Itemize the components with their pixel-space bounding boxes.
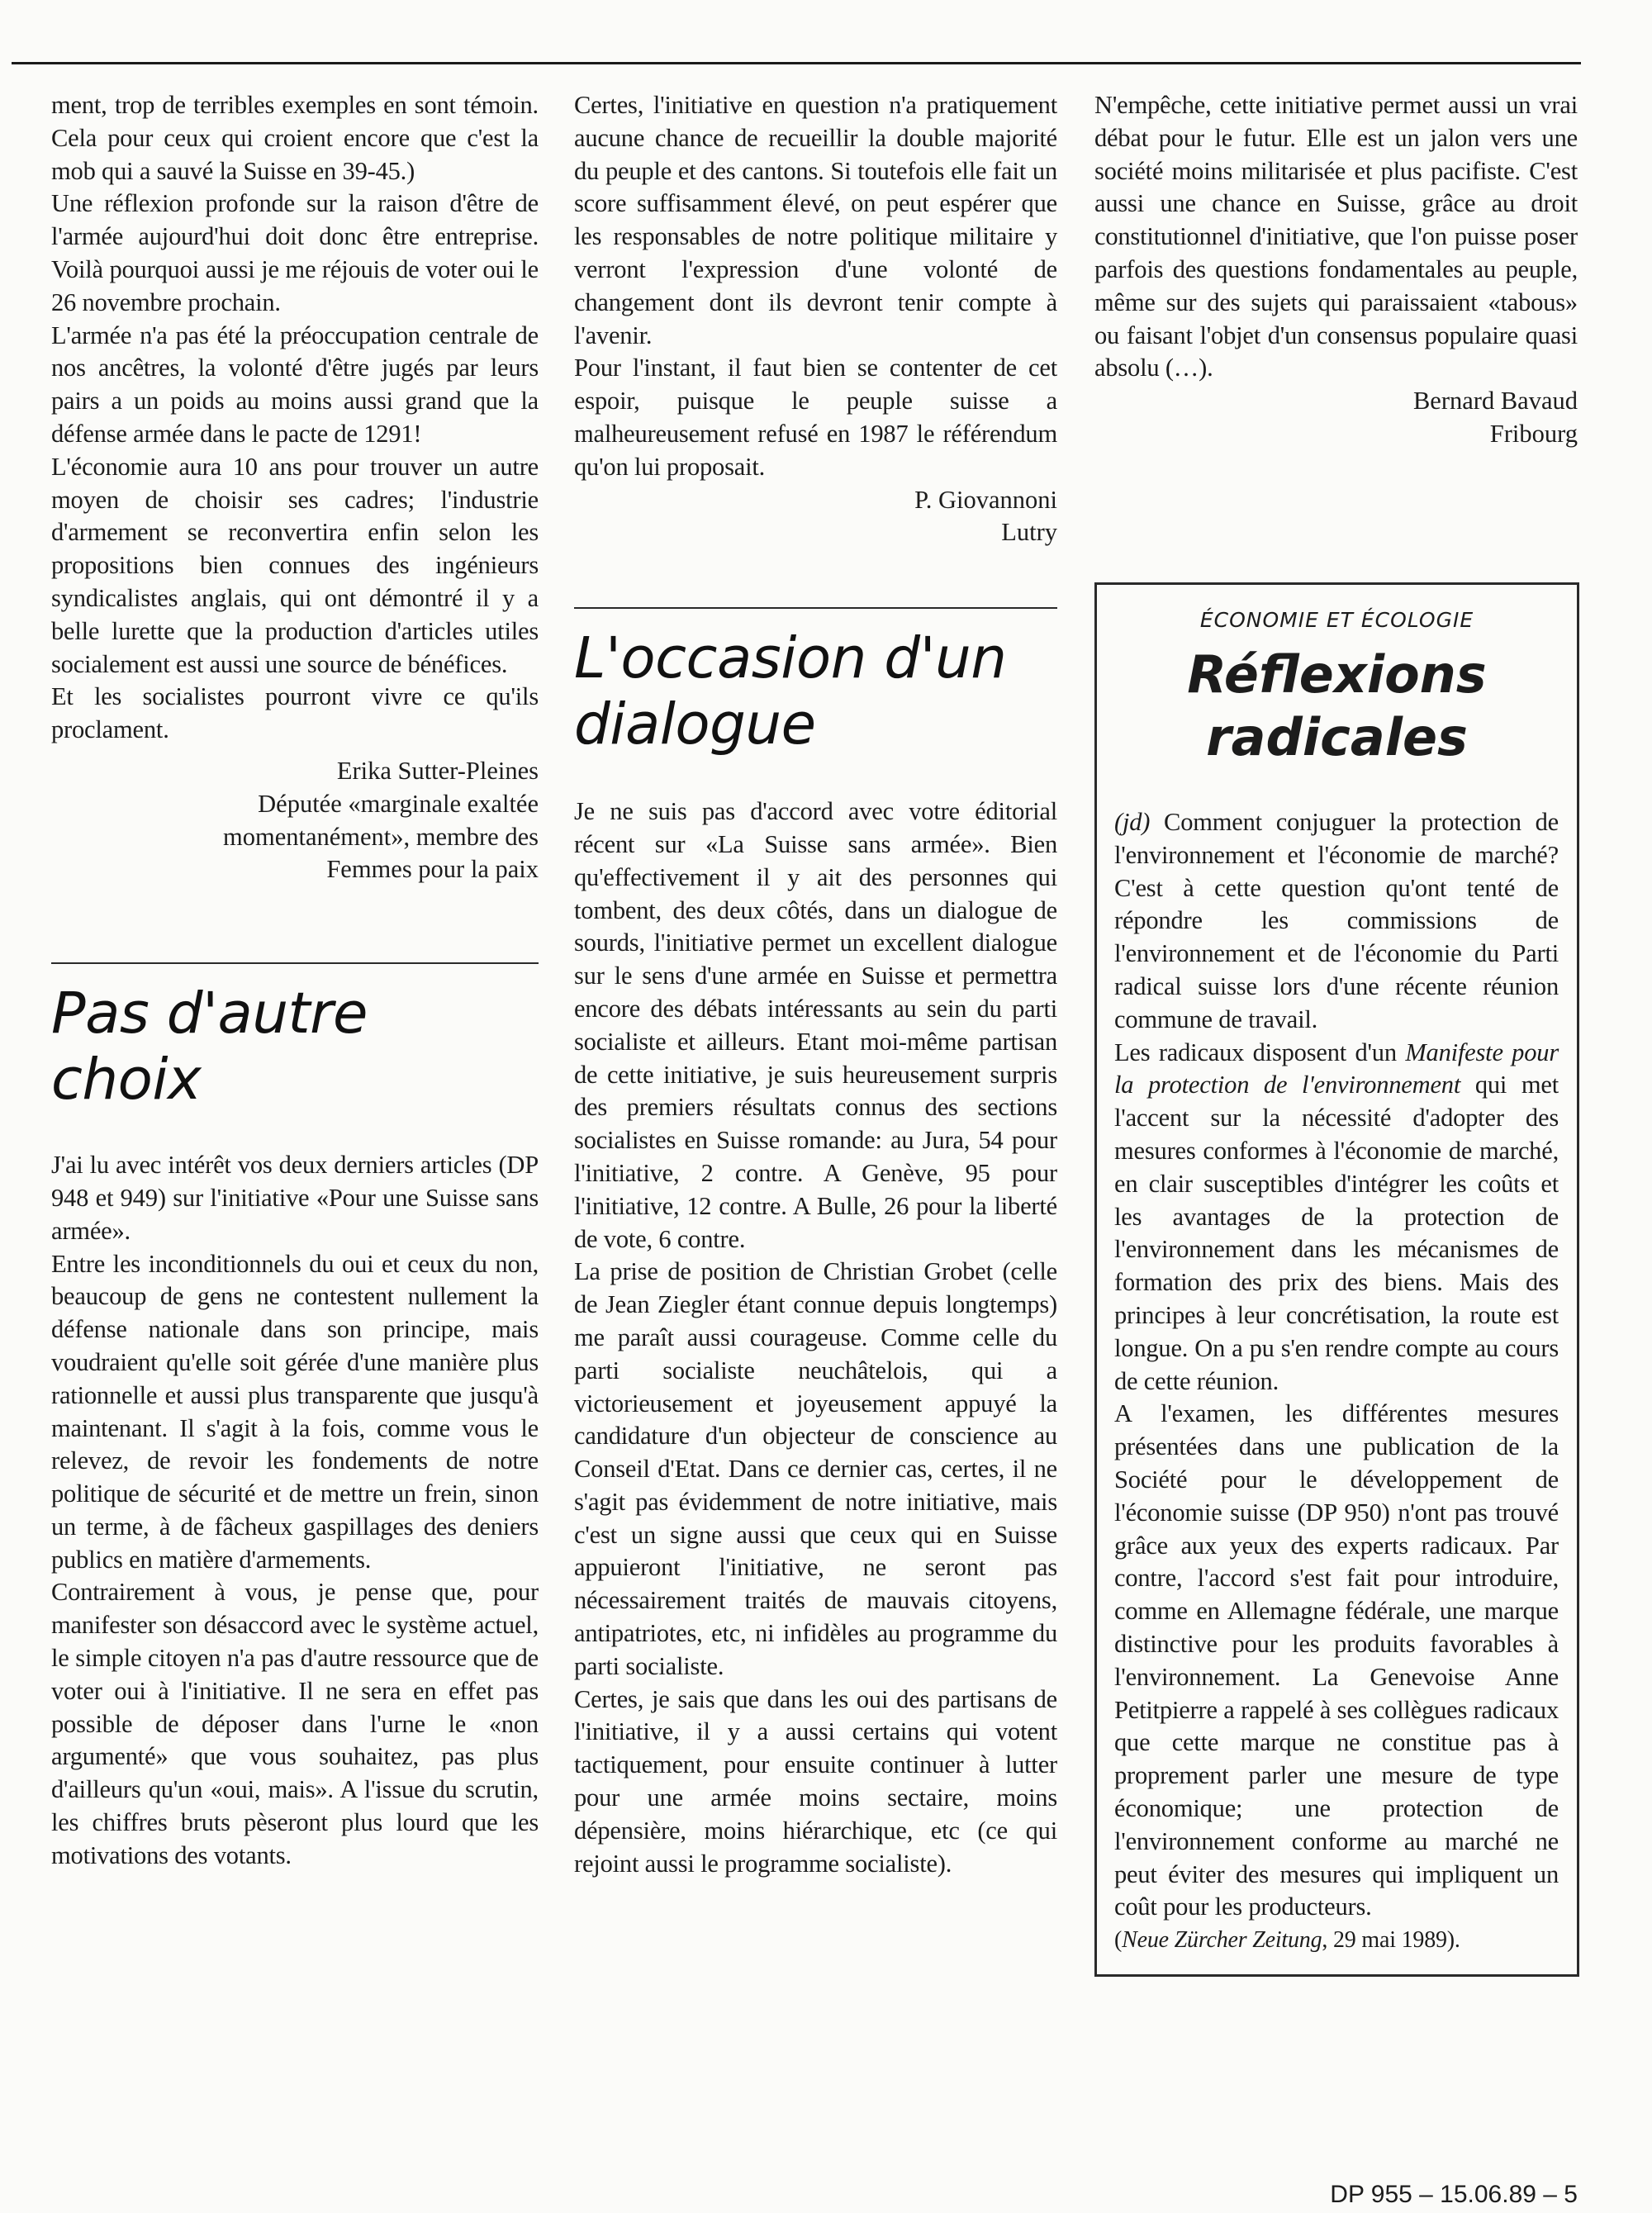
letter-continuation-c xyxy=(1094,89,1578,385)
headline-pas-d-autre-choix: Pas d'autre choix xyxy=(51,981,368,1114)
top-rule xyxy=(12,62,1581,64)
paragraph: J'ai lu avec intérêt vos deux derniers articles (DP 948 et 949) sur l'initiative «Pour une Suisse sans armée». xyxy=(51,1151,539,1245)
author-initials: (jd) xyxy=(1114,808,1151,836)
paragraph-text: Les radicaux disposent d'un xyxy=(1114,1038,1406,1066)
box-body xyxy=(1114,806,1559,1957)
letter-continuation-b xyxy=(574,89,1057,484)
paragraph: ment, trop de terribles exemples en sont témoin. Cela pour ceux qui croient encore que c'est la mob qui a sauvé la Suisse en 39-45.) xyxy=(51,91,539,185)
paragraph: L'armée n'a pas été la préoccupation centrale de nos ancêtres, la volonté d'être jugés par leurs pairs a un poids au moins aussi grand que la défense armée dans le pacte de 1291! xyxy=(51,321,539,448)
letter-continuation-a xyxy=(51,89,539,747)
paragraph: Je ne suis pas d'accord avec votre éditorial récent sur «La Suisse sans armée». Bien qu'effectivement il y ait des personnes qui tombent, des deux côtés, dans un dialogue de sourds, l'initiative permet un excellent dialogue sur le sens d'une armée en Suisse et permettra encore des débats intéressants au sein du parti socialiste et ailleurs. Etant moi-même partisan de cette initiative, je suis heureusement surpris des premiers résultats connus des sections socialistes en Suisse romande: au Jura, 54 pour l'initiative, 2 contre. A Genève, 95 pour l'initiative, 12 contre. A Bulle, 26 pour la liberté de vote, 6 contre. xyxy=(574,797,1057,1253)
column-middle xyxy=(574,89,1057,1880)
box-title xyxy=(1097,643,1577,769)
signature-line: Lutry xyxy=(1001,518,1057,547)
paragraph: Pour l'instant, il faut bien se contenter de cet espoir, puisque le peuple suisse a malheureusement refusé en 1987 le référendum qu'on lui proposait. xyxy=(574,354,1057,481)
source-name: Neue Zürcher Zeitung xyxy=(1122,1927,1322,1954)
column-left xyxy=(51,89,539,1873)
paragraph: Certes, l'initiative en question n'a pratiquement aucune chance de recueillir la double majorité du peuple et des cantons. Si toutefois elle fait un score suffisamment élevé, on peut espérer que les responsables de notre politique militaire y verront l'expression d'une volonté de changement dont ils devront tenir compte à l'avenir. xyxy=(574,91,1057,349)
paragraph: Et les socialistes pourront vivre ce qu'ils proclament. xyxy=(51,682,539,744)
paragraph: Entre les inconditionnels du oui et ceux du non, beaucoup de gens ne contestent nullement la défense nationale dans son principe, mais voudraient qu'elle soit gérée d'une manière plus rationnelle et aussi plus transparente que jusqu'à maintenant. Il s'agit à la fois, comme vous le relevez, de revoir les fondements de notre politique de sécurité et de mettre un frein, sinon un terme, à de fâcheux gaspillages des deniers publics en matière d'armements. xyxy=(51,1249,539,1574)
box-kicker: ÉCONOMIE ET ÉCOLOGIE xyxy=(1199,608,1474,632)
source-date: , 29 mai 1989). xyxy=(1322,1927,1460,1954)
paragraph-text: Comment conjuguer la protection de l'environnement et l'économie de marché? C'est à cette question qu'ont tenté de répondre les commissions de l'environnement et de l'économie du Parti radical suisse lors d'une récente réunion commune de travail. xyxy=(1114,808,1559,1033)
signature-sutter-pleines xyxy=(51,755,539,886)
paragraph: A l'examen, les différentes mesures présentées dans une publication de la Société pour le développement de l'économie suisse (DP 950) n'ont pas trouvé grâce aux yeux des experts radicaux. Par contre, l'accord s'est fait pour introduire, comme en Allemagne fédérale, une marque distinctive pour les produits favorables à l'environnement. La Genevoise Anne Petitpierre a rappelé à ses collègues radicaux que cette marque ne constitue pas à proprement parler une mesure de type économique; une protection de l'environnement conforme au marché ne peut éviter des mesures qui impliquent un coût pour les producteurs. xyxy=(1114,1399,1559,1921)
letter-occasion-dialogue xyxy=(574,795,1057,1880)
section-divider xyxy=(51,962,539,964)
paragraph: La prise de position de Christian Grobet (celle de Jean Ziegler étant connue depuis longtemps) me paraît aussi courageuse. Comme celle du parti socialiste neuchâtelois, qui a victorieusement et joyeusement appuyé la candidature d'un objecteur de conscience au Conseil d'Etat. Dans ce dernier cas, certes, il ne s'agit pas évidemment de notre initiative, mais c'est un signe aussi que ceux qui en Suisse appuieront l'initiative, ne seront pas nécessairement traités de mauvais citoyens, antipatriotes, etc, ni infidèles au programme du parti socialiste. xyxy=(574,1257,1057,1680)
box-title-line: radicales xyxy=(1206,707,1468,767)
box-title-line: Réflexions xyxy=(1187,644,1487,705)
signature-giovannoni xyxy=(574,484,1057,550)
signature-line: momentanément», membre des xyxy=(223,822,539,851)
paragraph: Certes, je sais que dans les oui des partisans de l'initiative, il y a aussi certains qui votent tactiquement, pour ensuite continuer à lutter pour une armée moins sectaire, moins dépensière, moins hiérarchique, etc (ce qui rejoint aussi le programme socialiste). xyxy=(574,1684,1057,1878)
manifesto-title: Manifeste pour la protection de l'environnement xyxy=(1114,1038,1559,1099)
signature-line: Bernard Bavaud xyxy=(1412,387,1578,416)
paragraph: Contrairement à vous, je pense que, pour manifester son désaccord avec le système actuel, le simple citoyen n'a pas d'autre ressource que de voter oui à l'initiative. Il ne sera en effet pas possible de déposer dans l'urne le «non argumenté» que vous souhaitez, pas plus d'ailleurs qu'un «oui, mais». A l'issue du scrutin, les chiffres bruts pèseront plus lourd que les motivations des votants. xyxy=(51,1578,539,1869)
paragraph xyxy=(1114,806,1559,1037)
signature-line: Erika Sutter-Pleines xyxy=(336,756,539,785)
signature-line: Femmes pour la paix xyxy=(326,855,539,884)
paragraph: Une réflexion profonde sur la raison d'être de l'armée aujourd'hui doit donc être entreprise. Voilà pourquoi aussi je me réjouis de voter oui le 26 novembre prochain. xyxy=(51,189,539,316)
column-right xyxy=(1094,89,1578,451)
letter-pas-d-autre-choix xyxy=(51,1149,539,1873)
paragraph-text: qui met l'accent sur la nécessité d'adopter des mesures conformes à l'économie de marché, en clair susceptibles d'intégrer les coûts et les avantages de la protection de l'environnement dans les mécanismes de formation des prix des biens. Mais des principes à leur concrétisation, la route est longue. On a pu s'en rendre compte au cours de cette réunion. xyxy=(1114,1071,1559,1395)
headline-l-occasion-d-un-dialogue: L'occasion d'un dialogue xyxy=(574,625,1007,758)
signature-line: Fribourg xyxy=(1489,419,1578,448)
citation-paren: ( xyxy=(1114,1927,1123,1954)
page-footer: DP 955 – 15.06.89 – 5 xyxy=(1330,2181,1578,2208)
source-citation xyxy=(1114,1924,1559,1957)
section-divider xyxy=(574,607,1057,609)
signature-line: Députée «marginale exaltée xyxy=(258,789,539,818)
signature-bavaud xyxy=(1094,385,1578,451)
signature-line: P. Giovannoni xyxy=(914,485,1057,514)
paragraph: N'empêche, cette initiative permet aussi un vrai débat pour le futur. Elle est un jalon vers une société moins militarisée et plus pacifiste. C'est aussi une chance en Suisse, grâce au droit constitutionnel d'initiative, que l'on puisse poser parfois des questions fondamentales au peuple, même sur des sujets qui paraissaient «tabous» ou faisant l'objet d'un consensus populaire quasi absolu (…). xyxy=(1094,91,1578,382)
boxed-article-reflexions-radicales xyxy=(1094,582,1579,1977)
paragraph xyxy=(1114,1037,1559,1399)
paragraph: L'économie aura 10 ans pour trouver un autre moyen de choisir ses cadres; l'industrie d'armement se reconvertira enfin selon les propositions bien connues des ingénieurs syndicalistes anglais, qui ont démontré il y a belle lurette que la production d'articles utiles socialement est aussi une source de bénéfices. xyxy=(51,452,539,678)
